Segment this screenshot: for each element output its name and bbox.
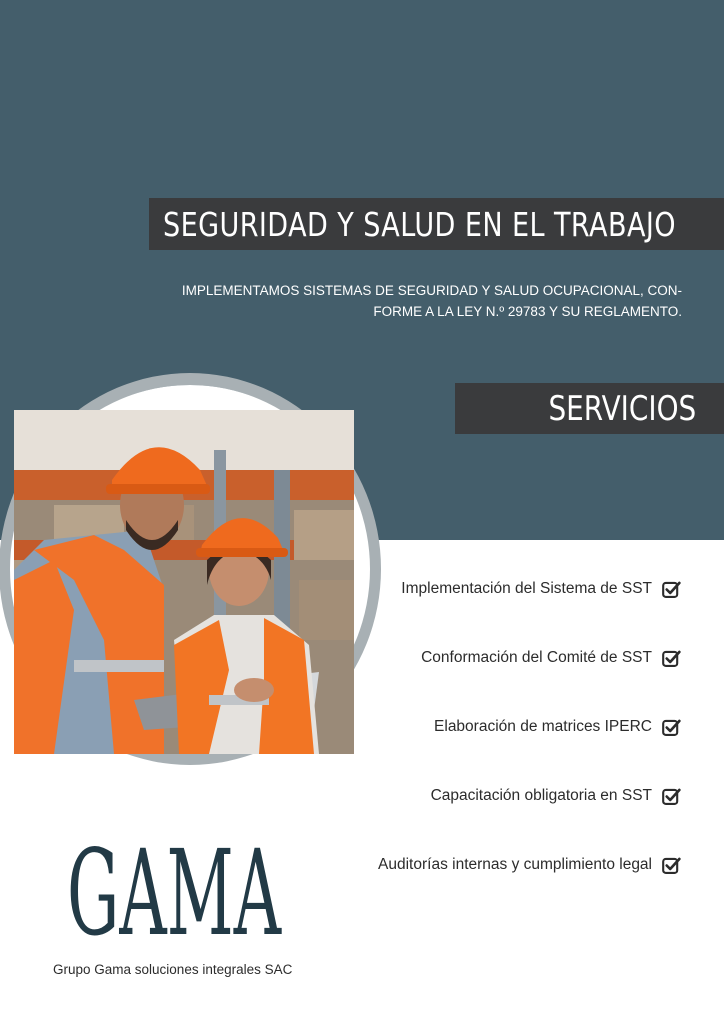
subtitle-line-2: FORME A LA LEY N.º 29783 Y SU REGLAMENTO. <box>373 304 682 319</box>
services-heading <box>455 383 724 434</box>
service-label: Conformación del Comité de SST <box>421 649 652 666</box>
list-item <box>302 710 682 744</box>
service-label: Auditorías internas y cumplimiento legal <box>378 856 652 873</box>
list-item <box>302 572 682 606</box>
services-list <box>302 572 682 917</box>
gama-logo <box>64 812 284 962</box>
services-heading-text: SERVICIOS <box>548 388 696 429</box>
service-label: Implementación del Sistema de SST <box>401 580 652 597</box>
page-title <box>149 198 724 250</box>
logo-text: GAMA <box>67 824 282 962</box>
checkbox-checked-icon <box>661 786 682 807</box>
page-title-text: SEGURIDAD Y SALUD EN EL TRABAJO <box>163 204 676 244</box>
list-item <box>302 641 682 675</box>
checkbox-checked-icon <box>661 648 682 669</box>
service-label: Capacitación obligatoria en SST <box>430 787 652 804</box>
checkbox-checked-icon <box>661 717 682 738</box>
service-label: Elaboración de matrices IPERC <box>434 718 652 735</box>
checkbox-checked-icon <box>661 855 682 876</box>
company-name: Grupo Gama soluciones integrales SAC <box>53 962 293 977</box>
page-subtitle <box>122 280 682 322</box>
list-item <box>302 848 682 882</box>
subtitle-line-1: IMPLEMENTAMOS SISTEMAS DE SEGURIDAD Y SALUD OCUPACIONAL, CON- <box>181 283 682 298</box>
list-item <box>302 779 682 813</box>
checkbox-checked-icon <box>661 579 682 600</box>
